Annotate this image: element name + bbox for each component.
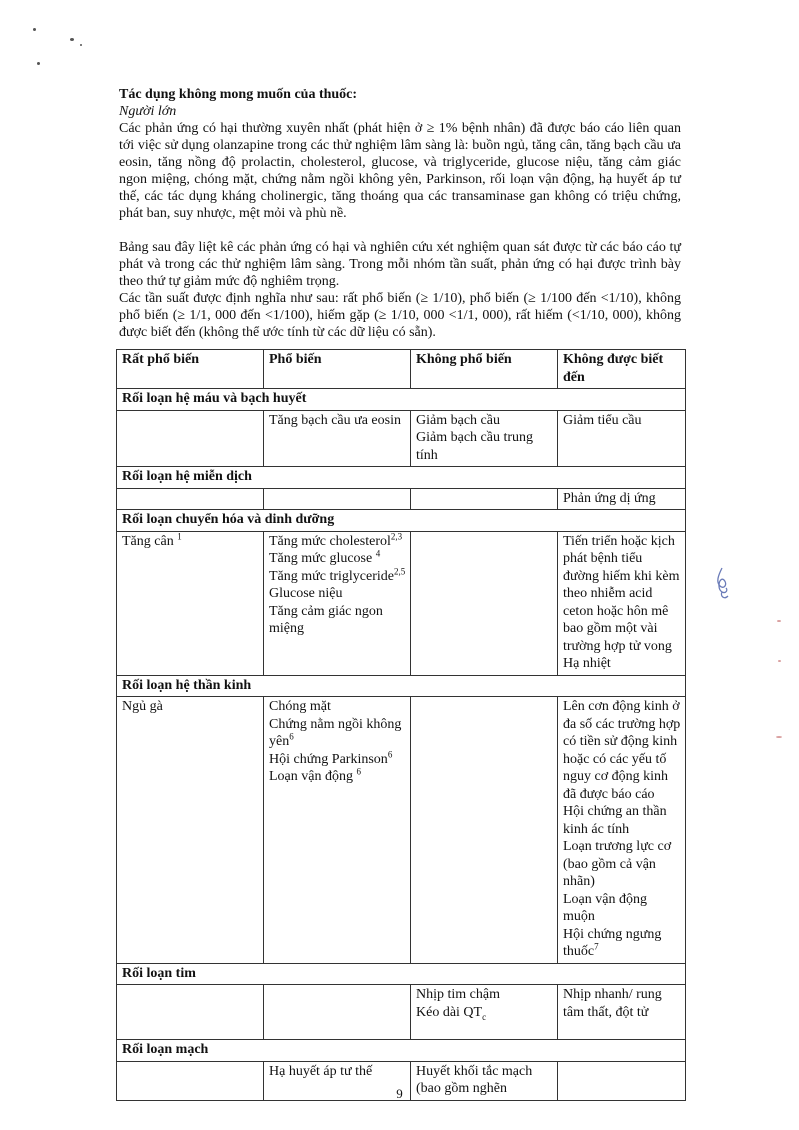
reaction-item: Giảm bạch cầu xyxy=(416,412,500,428)
section-name: Rối loạn mạch xyxy=(117,1040,686,1062)
page-number: 9 xyxy=(396,1086,403,1101)
footnote-ref: 6 xyxy=(356,766,361,777)
table-header-row xyxy=(117,350,686,389)
scan-speck xyxy=(33,28,36,31)
reaction-item: Ngủ gà xyxy=(122,699,163,714)
adverse-reactions-table xyxy=(116,349,686,1101)
scan-speck xyxy=(37,62,40,65)
footnote-ref: 1 xyxy=(177,530,182,541)
reaction-item: Giảm tiểu cầu xyxy=(563,412,642,428)
reaction-item: Phản ứng dị ứng xyxy=(563,490,656,506)
cell-common xyxy=(264,410,411,467)
reaction-item: Tăng cảm giác ngon miệng xyxy=(269,603,383,636)
table-section-row xyxy=(117,675,686,697)
reaction-item: Giảm bạch cầu trung tính xyxy=(416,430,534,463)
cell-very-common xyxy=(117,985,264,1040)
footnote-ref: 7 xyxy=(594,941,599,952)
cell-common xyxy=(264,488,411,510)
reaction-item: Tăng bạch cầu ưa eosin xyxy=(269,412,401,428)
cell-uncommon xyxy=(411,488,558,510)
scan-speck xyxy=(776,736,782,738)
cell-unknown xyxy=(558,531,686,675)
table-row xyxy=(117,697,686,964)
reaction-item: Tăng mức cholesterol xyxy=(269,533,391,549)
cell-uncommon xyxy=(411,531,558,675)
table-section-row xyxy=(117,963,686,985)
cell-unknown xyxy=(558,985,686,1040)
section-name: Rối loạn hệ miễn dịch xyxy=(117,467,686,489)
cell-common xyxy=(264,985,411,1040)
scan-speck xyxy=(80,44,82,46)
header-unknown: Không được biết đến xyxy=(558,350,686,389)
document-body xyxy=(119,86,681,341)
reaction-item: Hội chứng Parkinson xyxy=(269,751,388,767)
scan-speck xyxy=(70,38,74,41)
cell-very-common xyxy=(117,410,264,467)
section-name: Rối loạn hệ máu và bạch huyết xyxy=(117,389,686,411)
reaction-item: Tăng cân xyxy=(122,533,174,549)
footnote-ref: 4 xyxy=(375,548,381,559)
reaction-item: Hội chứng ngưng thuốc xyxy=(563,926,662,959)
intro-paragraph: Các phản ứng có hại thường xuyên nhất (phát hiện ở ≥ 1% bệnh nhân) đã được báo cáo liên quan tới việc sử dụng olanzapine trong các thử nghiệm lâm sàng là: buồn ngủ, tăng cân, tăng bạch cầu ưa eosin, tăng nồng độ prolactin, cholesterol, glucose, và triglyceride, glucose niệu, tăng cảm giác ngon miệng, chóng mặt, chứng nằm ngồi không yên, Parkinson, rối loạn vận động, hạ huyết áp tư thế, các tác dụng kháng cholinergic, tăng thoáng qua các transaminase gan không có triệu chứng, phát ban, suy nhược, mệt mỏi và phù nề. xyxy=(119,121,681,221)
reaction-item: Tăng mức triglyceride xyxy=(269,568,394,584)
cell-unknown xyxy=(558,697,686,964)
cell-uncommon xyxy=(411,697,558,964)
footnote-ref: 2,5 xyxy=(393,565,406,576)
section-name: Rối loạn chuyển hóa và dinh dưỡng xyxy=(117,510,686,532)
footnote-ref: 6 xyxy=(387,748,393,759)
footnote-ref: 2,3 xyxy=(390,530,403,541)
reaction-item: Chóng mặt xyxy=(269,699,331,714)
reaction-item: Hạ nhiệt xyxy=(563,656,611,671)
cell-very-common xyxy=(117,531,264,675)
header-uncommon: Không phổ biến xyxy=(411,350,558,389)
header-common: Phổ biến xyxy=(264,350,411,389)
reaction-item: Tăng mức glucose xyxy=(269,551,373,566)
section-name: Rối loạn tim xyxy=(117,963,686,985)
reaction-item: Huyết khối tắc mạch (bao gồm nghẽn xyxy=(416,1063,533,1096)
cell-common xyxy=(264,531,411,675)
reaction-item: Chứng nằm ngồi không yên xyxy=(269,716,402,749)
cell-uncommon xyxy=(411,410,558,467)
reaction-item: Glucose niệu xyxy=(269,586,343,601)
section-subtitle: Người lớn xyxy=(119,104,177,119)
table-section-row xyxy=(117,510,686,532)
cell-uncommon xyxy=(411,985,558,1040)
section-name: Rối loạn hệ thần kinh xyxy=(117,675,686,697)
table-row xyxy=(117,531,686,675)
reaction-item: Loạn trương lực cơ (bao gồm cả vận nhãn) xyxy=(563,839,672,889)
reaction-item: Lên cơn động kinh ở đa số các trường hợp có tiền sử động kinh hoặc có các yếu tố nguy cơ động kinh đã được báo cáo xyxy=(563,699,681,802)
cell-unknown xyxy=(558,410,686,467)
table-intro-paragraph: Bảng sau đây liệt kê các phản ứng có hại và nghiên cứu xét nghiệm quan sát được từ các báo cáo tự phát và trong các thử nghiệm lâm sàng. Trong mỗi nhóm tần suất, phản ứng có hại được trình bày theo thứ tự giảm mức độ nghiêm trọng. xyxy=(119,240,681,289)
table-row xyxy=(117,410,686,467)
reaction-item: Nhịp nhanh/ rung tâm thất, đột tử xyxy=(563,987,662,1020)
table-row xyxy=(117,488,686,510)
cell-very-common xyxy=(117,488,264,510)
reaction-item: Tiến triển hoặc kịch phát bệnh tiểu đường hiếm khi kèm theo nhiễm acid ceton hoặc hôn mê bao gồm một vài trường hợp tử vong xyxy=(563,533,680,654)
scan-speck xyxy=(778,660,781,662)
table-section-row xyxy=(117,467,686,489)
scan-speck xyxy=(777,620,781,622)
handwritten-mark xyxy=(712,566,736,604)
reaction-item: Hội chứng an thần kinh ác tính xyxy=(563,804,667,837)
frequency-definition: Các tần suất được định nghĩa như sau: rất phổ biến (≥ 1/10), phổ biến (≥ 1/100 đến <1/10), không phổ biến (≥ 1/1, 000 đến <1/100), hiếm gặp (≥ 1/10, 000 <1/1, 000), rất hiếm (<1/10, 000), không được biết đến (không thể ước tính từ các dữ liệu có sẵn). xyxy=(119,291,681,340)
cell-common xyxy=(264,697,411,964)
table-section-row xyxy=(117,1040,686,1062)
subscript: c xyxy=(482,1011,487,1022)
cell-very-common xyxy=(117,697,264,964)
reaction-item: Hạ huyết áp tư thế xyxy=(269,1063,373,1079)
reaction-item: Nhịp tim chậm xyxy=(416,987,500,1002)
reaction-item: Loạn vận động xyxy=(269,769,353,784)
table-row xyxy=(117,985,686,1040)
section-title: Tác dụng không mong muốn của thuốc: xyxy=(119,87,358,102)
table-section-row xyxy=(117,389,686,411)
footnote-ref: 6 xyxy=(289,731,294,742)
reaction-item: Kéo dài QT xyxy=(416,1004,483,1020)
header-very-common: Rất phổ biến xyxy=(117,350,264,389)
reaction-item: Loạn vận động muộn xyxy=(563,891,647,924)
cell-unknown xyxy=(558,488,686,510)
